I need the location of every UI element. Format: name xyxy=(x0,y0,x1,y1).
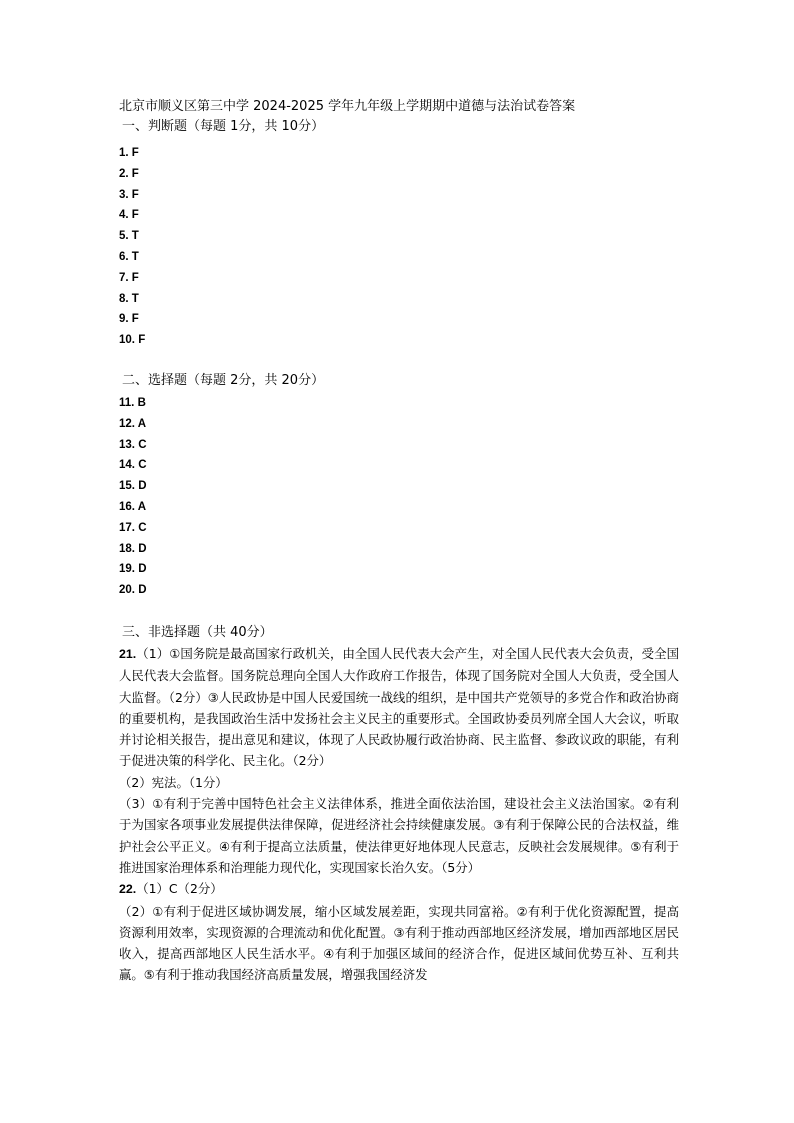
q21-part3: （3）①有利于完善中国特色社会主义法律体系，推进全面依法治国，建设社会主义法治国家。②有利于为国家各项事业发展提供法律保障，促进经济社会持续健康发展。③有利于保障公民的合法权益，维护社会公平正义。④有利于提高立法质量，使法律更好地体现人民意志，反映社会发展规律。⑤有利于推进国家治理体系和治理能力现代化，实现国家长治久安。（5分） xyxy=(119,796,679,875)
answer-item xyxy=(119,164,679,185)
answer-item xyxy=(119,539,679,560)
answer-item xyxy=(119,247,679,268)
answer-item xyxy=(119,268,679,289)
answer-value: B xyxy=(137,396,146,409)
answer-value: T xyxy=(131,230,139,243)
answer-item xyxy=(119,143,679,164)
answer-number: 17. xyxy=(119,521,135,534)
answer-item xyxy=(119,435,679,456)
q22-number: 22. xyxy=(119,882,137,897)
answer-number: 12. xyxy=(119,417,135,430)
answer-value: F xyxy=(138,334,146,347)
answer-value: C xyxy=(138,459,147,472)
answer-value: F xyxy=(131,313,139,326)
answer-number: 20. xyxy=(119,584,135,597)
q21-part2: （2）宪法。（1分） xyxy=(119,774,228,790)
answer-item xyxy=(119,185,679,206)
q21-part1 xyxy=(119,643,679,772)
q21-number: 21. xyxy=(119,646,137,661)
answer-value: F xyxy=(131,147,139,159)
answer-item xyxy=(119,518,679,539)
answer-value: D xyxy=(138,584,147,597)
q22-part1 xyxy=(119,878,679,900)
answer-value: D xyxy=(138,542,147,555)
answer-item xyxy=(119,205,679,226)
answer-number: 5. xyxy=(119,230,129,243)
answer-number: 6. xyxy=(119,250,129,263)
q22-part1-text: （1）C（2分） xyxy=(136,881,223,897)
section3-heading: 三、非选择题（共 40分） xyxy=(122,624,273,640)
answer-value: F xyxy=(131,271,139,284)
answer-value: C xyxy=(138,521,147,534)
answer-number: 7. xyxy=(119,271,129,284)
section2-answer-list xyxy=(119,393,679,601)
answer-number: 1. xyxy=(119,147,129,159)
answer-number: 19. xyxy=(119,563,135,576)
answer-item xyxy=(119,580,679,601)
answer-value: F xyxy=(131,167,139,180)
answer-item xyxy=(119,226,679,247)
answer-number: 13. xyxy=(119,438,135,451)
spacer xyxy=(119,351,679,371)
answer-value: F xyxy=(131,209,139,222)
answer-number: 14. xyxy=(119,459,135,472)
answer-value: F xyxy=(131,188,139,201)
q22-part2: （2）①有利于促进区域协调发展，缩小区域发展差距，实现共同富裕。②有利于优化资源配置，提高资源利用效率，实现资源的合理流动和优化配置。③有利于推动西部地区经济发展，增加西部地区居民收入，提高西部地区人民生活水平。④有利于加强区域间的经济合作，促进区域间优势互补、互利共赢。⑤有利于推动我国经济高质量发展，增强我国经济发 xyxy=(119,903,679,983)
answer-item xyxy=(119,455,679,476)
answer-value: D xyxy=(138,563,147,576)
answer-number: 10. xyxy=(119,334,135,347)
answer-value: D xyxy=(138,480,147,493)
answer-value: A xyxy=(137,417,147,430)
answer-item xyxy=(119,330,679,351)
q21-part1-text: （1）①国务院是最高国家行政机关，由全国人民代表大会产生，对全国人民代表大会负责，受全国人民代表大会监督。国务院总理向全国人大作政府工作报告，体现了国务院对全国人大负责，受全国人大监督。（2分）③人民政协是中国人民爱国统一战线的组织，是中国共产党领导的多党合作和政治协商的重要机构，是我国政治生活中发扬社会主义民主的重要形式。全国政协委员列席全国人大会议，听取并讨论相关报告，提出意见和建议，体现了人民政协履行政治协商、民主监督、参政议政的职能，有利于促进决策的科学化、民主化。（2分） xyxy=(119,645,679,769)
document-title: 北京市顺义区第三中学 2024-2025 学年九年级上学期期中道德与法治试卷答案 xyxy=(119,99,576,114)
answer-value: C xyxy=(138,438,147,451)
answer-item xyxy=(119,476,679,497)
answer-number: 15. xyxy=(119,480,135,493)
answer-document xyxy=(119,97,679,986)
answer-number: 4. xyxy=(119,209,129,222)
answer-number: 11. xyxy=(119,396,135,409)
answer-value: T xyxy=(131,250,139,263)
answer-item xyxy=(119,309,679,330)
answer-item xyxy=(119,497,679,518)
answer-value: T xyxy=(131,292,139,305)
answer-number: 3. xyxy=(119,188,129,201)
section1-answer-list xyxy=(119,143,679,351)
answer-item xyxy=(119,289,679,310)
answer-item xyxy=(119,414,679,435)
answer-number: 9. xyxy=(119,313,129,326)
answer-number: 16. xyxy=(119,500,135,513)
answer-item xyxy=(119,559,679,580)
answer-number: 2. xyxy=(119,167,129,180)
answer-value: A xyxy=(137,500,147,513)
spacer xyxy=(119,601,679,623)
answer-number: 18. xyxy=(119,542,135,555)
answer-number: 8. xyxy=(119,292,129,305)
section2-heading: 二、选择题（每题 2分，共 20分） xyxy=(122,372,325,388)
answer-item xyxy=(119,393,679,414)
section1-heading: 一、判断题（每题 1分，共 10分） xyxy=(122,119,325,134)
